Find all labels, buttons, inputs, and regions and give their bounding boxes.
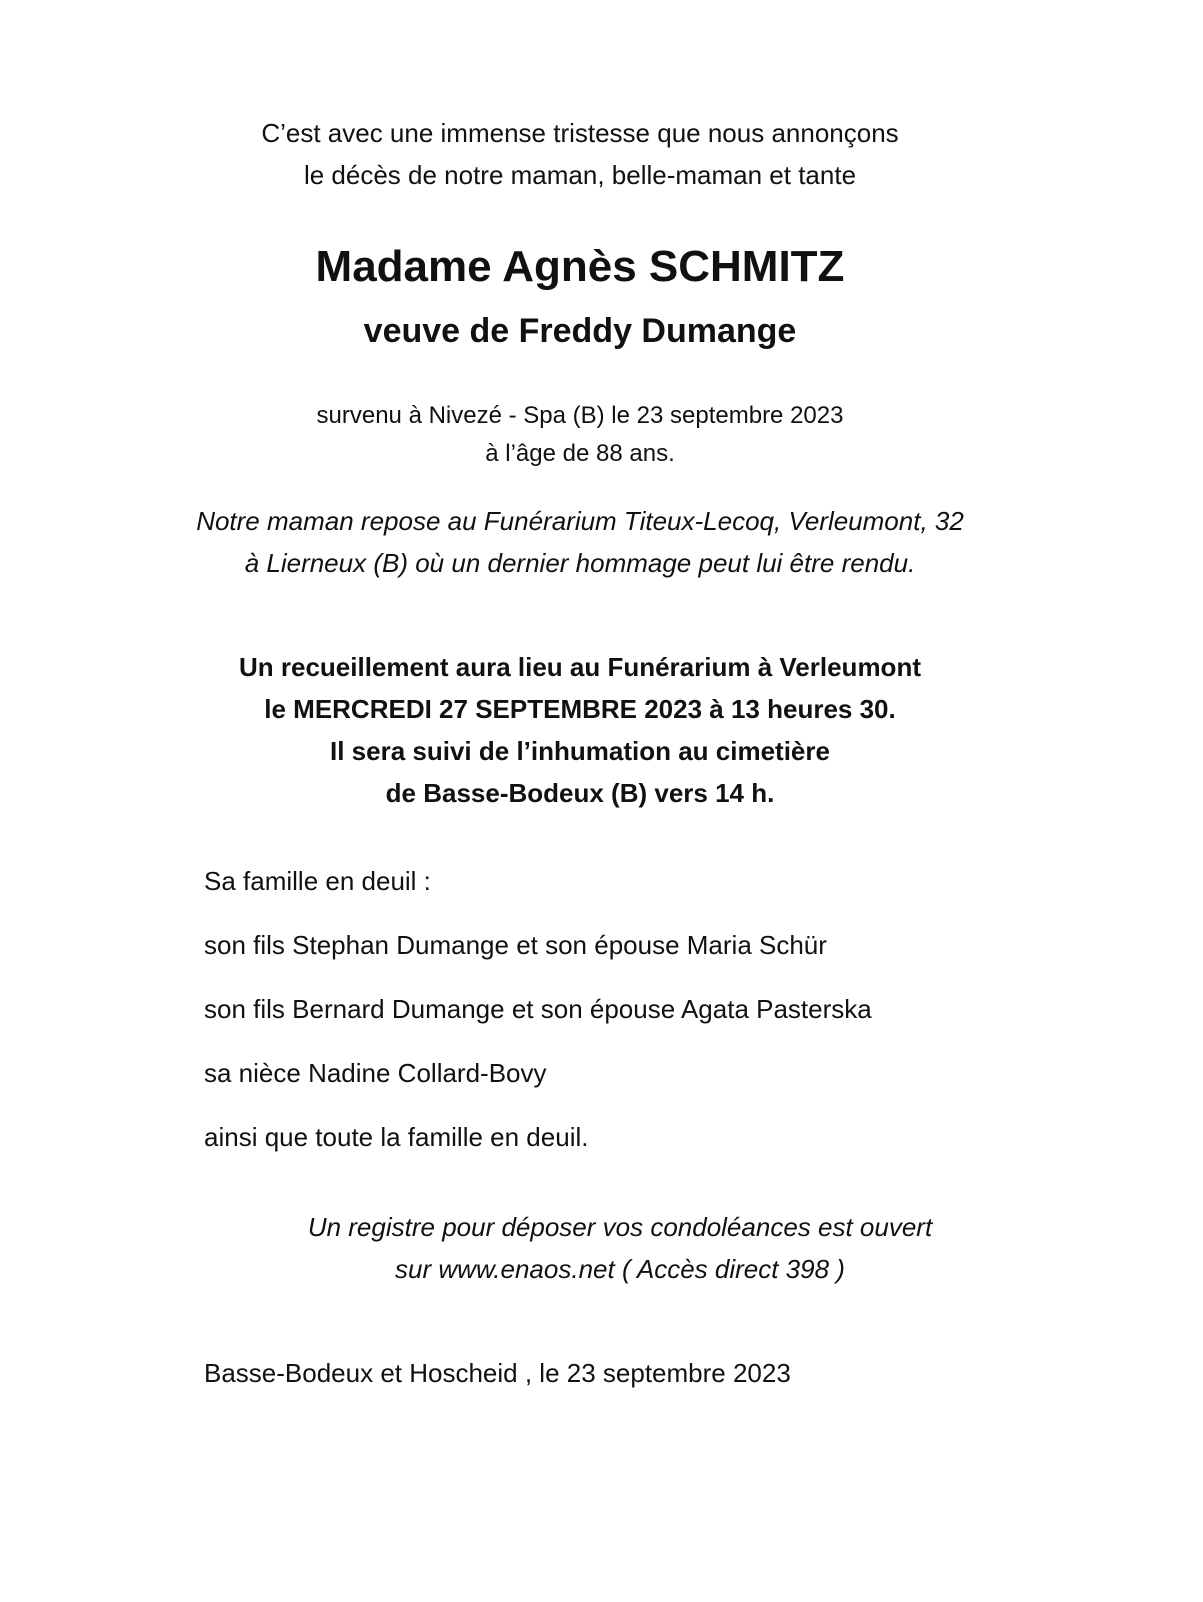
condolences-line-1: Un registre pour déposer vos condoléances est ouvert bbox=[307, 1212, 933, 1242]
rest-line-2: à Lierneux (B) où un dernier hommage peut lui être rendu. bbox=[244, 548, 916, 578]
deceased-name: Madame Agnès SCHMITZ bbox=[315, 242, 845, 291]
age-line: à l’âge de 88 ans. bbox=[485, 440, 675, 467]
death-place-date: survenu à Nivezé - Spa (B) le 23 septembre 2023 bbox=[316, 402, 844, 429]
intro-line-1: C’est avec une immense tristesse que nous annonçons bbox=[261, 118, 899, 148]
family-member: sa nièce Nadine Collard-Bovy bbox=[204, 1058, 547, 1088]
family-member: son fils Bernard Dumange et son épouse Agata Pasterska bbox=[204, 994, 872, 1024]
ceremony-line-4: de Basse-Bodeux (B) vers 14 h. bbox=[385, 778, 775, 808]
ceremony-line-2: le MERCREDI 27 SEPTEMBRE 2023 à 13 heures 30. bbox=[264, 694, 896, 724]
family-heading: Sa famille en deuil : bbox=[204, 866, 431, 896]
place-date-footer: Basse-Bodeux et Hoscheid , le 23 septembre 2023 bbox=[204, 1358, 791, 1388]
widow-of-line: veuve de Freddy Dumange bbox=[363, 312, 797, 350]
family-member: son fils Stephan Dumange et son épouse Maria Schür bbox=[204, 930, 827, 960]
family-member: ainsi que toute la famille en deuil. bbox=[204, 1122, 589, 1152]
ceremony-line-1: Un recueillement aura lieu au Funérarium à Verleumont bbox=[239, 652, 921, 682]
condolences-line-2: sur www.enaos.net ( Accès direct 398 ) bbox=[395, 1254, 845, 1284]
intro-line-2: le décès de notre maman, belle-maman et tante bbox=[303, 160, 857, 190]
ceremony-line-3: Il sera suivi de l’inhumation au cimetière bbox=[330, 736, 830, 766]
rest-line-1: Notre maman repose au Funérarium Titeux-Lecoq, Verleumont, 32 bbox=[196, 506, 964, 536]
